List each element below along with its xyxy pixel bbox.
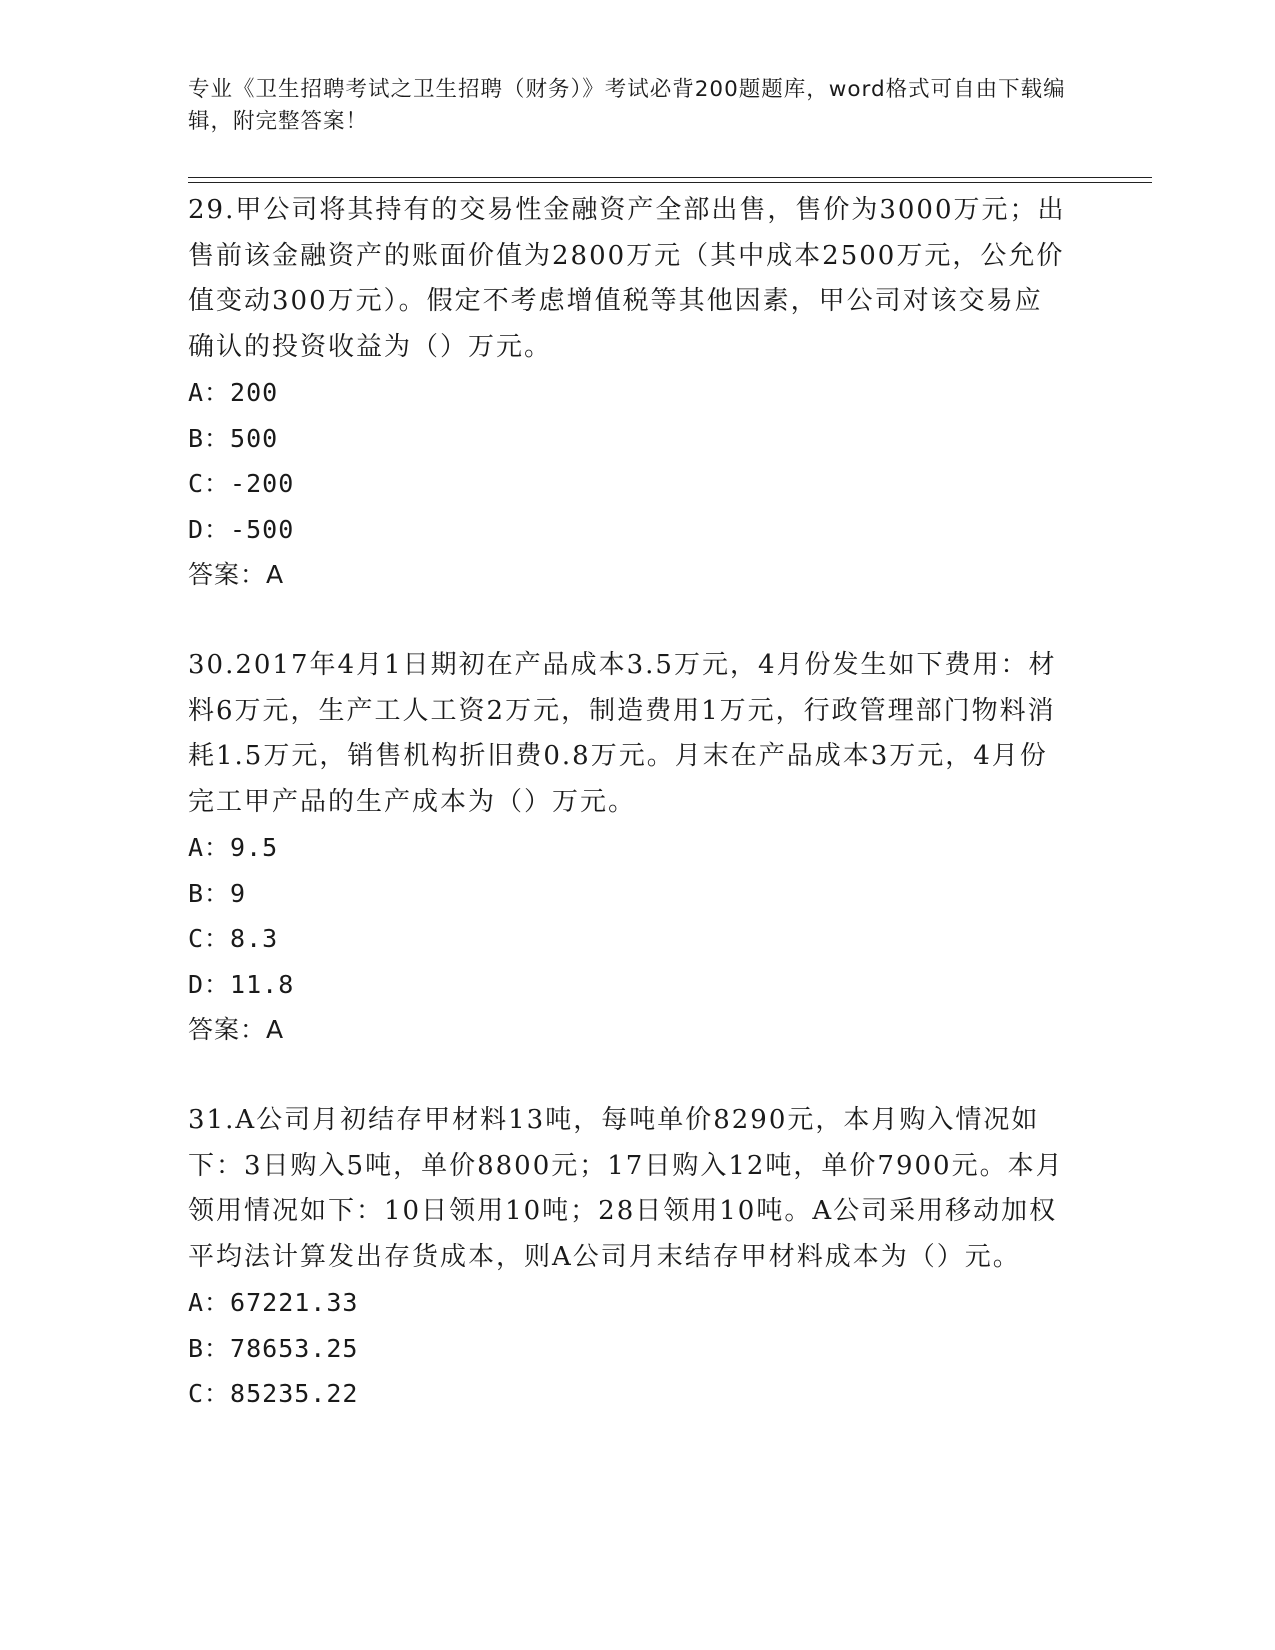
question-text: 30.2017年4月1日期初在产品成本3.5万元，4月份发生如下费用：材料6万元，生产工人工资2万元，制造费用1万元，行政管理部门物料消耗1.5万元，销售机构折旧费0.8万元。月末在产品成本3万元，4月份完工甲产品的生产成本为（）万元。 — [188, 650, 1057, 817]
header-divider-bottom — [188, 182, 1152, 183]
option-a: A：200 — [188, 378, 279, 407]
option-a: A：67221.33 — [188, 1288, 359, 1317]
answer-line: 答案：A — [188, 1015, 285, 1044]
document-header: 专业《卫生招聘考试之卫生招聘（财务）》考试必背200题题库，word格式可自由下载编辑，附完整答案！ — [188, 77, 1066, 134]
question-30 — [188, 643, 1068, 1053]
question-text: 31.A公司月初结存甲材料13吨，每吨单价8290元，本月购入情况如下：3日购入5吨，单价8800元；17日购入12吨，单价7900元。本月领用情况如下：10日领用10吨；28日领用10吨。A公司采用移动加权平均法计算发出存货成本，则A公司月末结存甲材料成本为（）元。 — [188, 1105, 1064, 1272]
option-c: C：8.3 — [188, 924, 279, 953]
option-b: B：9 — [188, 878, 247, 908]
question-text: 29.甲公司将其持有的交易性金融资产全部出售，售价为3000万元；出售前该金融资产的账面价值为2800万元（其中成本2500万元，公允价值变动300万元）。假定不考虑增值税等其他因素，甲公司对该交易应确认的投资收益为（）万元。 — [188, 195, 1066, 362]
header-divider-top — [188, 177, 1152, 178]
option-b: B：500 — [188, 423, 279, 453]
option-c: C：85235.22 — [188, 1379, 359, 1408]
question-29 — [188, 188, 1068, 598]
option-c: C：-200 — [188, 469, 295, 498]
option-b: B：78653.25 — [188, 1333, 359, 1363]
option-d: D：-500 — [188, 514, 295, 544]
option-a: A：9.5 — [188, 833, 279, 862]
option-d: D：11.8 — [188, 969, 295, 999]
question-31 — [188, 1098, 1068, 1417]
answer-line: 答案：A — [188, 560, 285, 589]
